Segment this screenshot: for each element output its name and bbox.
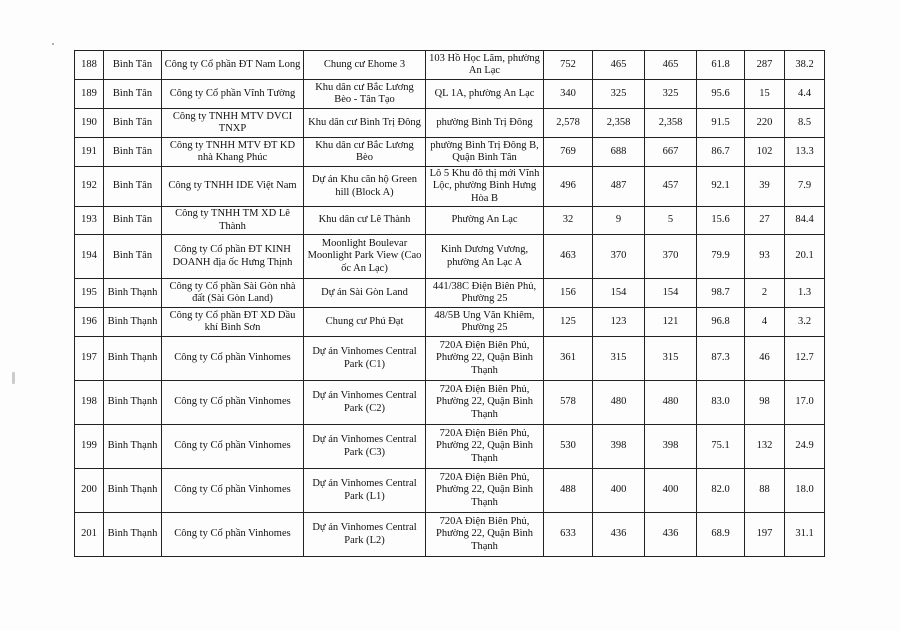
units-total-cell: 32	[544, 207, 593, 235]
district-cell: Bình Tân	[104, 51, 162, 80]
address-cell: phường Bình Trị Đông	[426, 109, 544, 138]
district-cell: Bình Tân	[104, 138, 162, 167]
project-cell: Dự án Vinhomes Central Park (L1)	[304, 469, 426, 513]
percent-done-cell: 92.1	[697, 167, 745, 207]
stt-cell: 189	[75, 80, 104, 109]
units-total-cell: 496	[544, 167, 593, 207]
table-row	[75, 381, 825, 425]
units-sold-cell: 123	[593, 308, 645, 337]
company-cell: Công ty Cổ phần Vinhomes	[162, 381, 304, 425]
units-handed-cell: 667	[645, 138, 697, 167]
units-sold-cell: 325	[593, 80, 645, 109]
units-sold-cell: 398	[593, 425, 645, 469]
units-handed-cell: 457	[645, 167, 697, 207]
project-cell: Khu dân cư Lê Thành	[304, 207, 426, 235]
units-remaining-cell: 132	[745, 425, 785, 469]
project-cell: Khu dân cư Bắc Lương Bèo - Tân Tạo	[304, 80, 426, 109]
company-cell: Công ty TNHH MTV ĐT KD nhà Khang Phúc	[162, 138, 304, 167]
units-sold-cell: 400	[593, 469, 645, 513]
district-cell: Bình Thạnh	[104, 425, 162, 469]
table-row	[75, 109, 825, 138]
percent-remaining-cell: 38.2	[785, 51, 825, 80]
percent-done-cell: 95.6	[697, 80, 745, 109]
percent-done-cell: 86.7	[697, 138, 745, 167]
district-cell: Bình Tân	[104, 80, 162, 109]
units-remaining-cell: 2	[745, 279, 785, 308]
units-sold-cell: 688	[593, 138, 645, 167]
table-row	[75, 167, 825, 207]
project-cell: Chung cư Ehome 3	[304, 51, 426, 80]
units-handed-cell: 398	[645, 425, 697, 469]
units-remaining-cell: 15	[745, 80, 785, 109]
district-cell: Bình Thạnh	[104, 279, 162, 308]
stt-cell: 199	[75, 425, 104, 469]
district-cell: Bình Tân	[104, 207, 162, 235]
project-cell: Dự án Khu căn hộ Green hill (Block A)	[304, 167, 426, 207]
percent-done-cell: 91.5	[697, 109, 745, 138]
units-total-cell: 2,578	[544, 109, 593, 138]
stt-cell: 192	[75, 167, 104, 207]
project-cell: Dự án Vinhomes Central Park (C2)	[304, 381, 426, 425]
stt-cell: 200	[75, 469, 104, 513]
units-sold-cell: 315	[593, 337, 645, 381]
address-cell: 720A Điện Biên Phủ, Phường 22, Quận Bình Thạnh	[426, 513, 544, 557]
units-handed-cell: 400	[645, 469, 697, 513]
project-cell: Moonlight Boulevar Moonlight Park View (Cao ốc An Lạc)	[304, 235, 426, 279]
company-cell: Công ty TNHH MTV DVCI TNXP	[162, 109, 304, 138]
units-sold-cell: 487	[593, 167, 645, 207]
company-cell: Công ty Cổ phần ĐT KINH DOANH địa ốc Hưng Thịnh	[162, 235, 304, 279]
percent-remaining-cell: 17.0	[785, 381, 825, 425]
stt-cell: 197	[75, 337, 104, 381]
percent-done-cell: 82.0	[697, 469, 745, 513]
units-total-cell: 488	[544, 469, 593, 513]
address-cell: 103 Hồ Học Lãm, phường An Lạc	[426, 51, 544, 80]
address-cell: 720A Điện Biên Phủ, Phường 22, Quận Bình Thạnh	[426, 381, 544, 425]
company-cell: Công ty Cổ phần Sài Gòn nhà đất (Sài Gòn Land)	[162, 279, 304, 308]
address-cell: 720A Điện Biên Phủ, Phường 22, Quận Bình Thạnh	[426, 337, 544, 381]
project-cell: Dự án Vinhomes Central Park (C3)	[304, 425, 426, 469]
units-remaining-cell: 98	[745, 381, 785, 425]
table-row	[75, 235, 825, 279]
stt-cell: 194	[75, 235, 104, 279]
stt-cell: 190	[75, 109, 104, 138]
project-cell: Chung cư Phú Đạt	[304, 308, 426, 337]
units-remaining-cell: 46	[745, 337, 785, 381]
address-cell: Lô 5 Khu đô thị mới Vĩnh Lộc, phường Bình Hưng Hòa B	[426, 167, 544, 207]
table-row	[75, 337, 825, 381]
units-total-cell: 463	[544, 235, 593, 279]
stt-cell: 191	[75, 138, 104, 167]
project-cell: Dự án Vinhomes Central Park (L2)	[304, 513, 426, 557]
percent-done-cell: 61.8	[697, 51, 745, 80]
stt-cell: 195	[75, 279, 104, 308]
table-row	[75, 513, 825, 557]
units-total-cell: 156	[544, 279, 593, 308]
percent-remaining-cell: 18.0	[785, 469, 825, 513]
company-cell: Công ty Cổ phần Vinhomes	[162, 337, 304, 381]
percent-remaining-cell: 13.3	[785, 138, 825, 167]
address-cell: 48/5B Ung Văn Khiêm, Phường 25	[426, 308, 544, 337]
company-cell: Công ty Cổ phần ĐT Nam Long	[162, 51, 304, 80]
units-handed-cell: 154	[645, 279, 697, 308]
project-cell: Khu dân cư Bình Trị Đông	[304, 109, 426, 138]
district-cell: Bình Tân	[104, 167, 162, 207]
company-cell: Công ty Cổ phần Vĩnh Tường	[162, 80, 304, 109]
table-row	[75, 51, 825, 80]
units-remaining-cell: 287	[745, 51, 785, 80]
table-row	[75, 308, 825, 337]
units-sold-cell: 465	[593, 51, 645, 80]
percent-done-cell: 79.9	[697, 235, 745, 279]
percent-remaining-cell: 24.9	[785, 425, 825, 469]
stt-cell: 198	[75, 381, 104, 425]
company-cell: Công ty Cổ phần Vinhomes	[162, 425, 304, 469]
table-row	[75, 207, 825, 235]
district-cell: Bình Tân	[104, 235, 162, 279]
district-cell: Bình Thạnh	[104, 513, 162, 557]
project-cell: Dự án Sài Gòn Land	[304, 279, 426, 308]
units-remaining-cell: 27	[745, 207, 785, 235]
address-cell: 720A Điện Biên Phủ, Phường 22, Quận Bình Thạnh	[426, 469, 544, 513]
percent-remaining-cell: 1.3	[785, 279, 825, 308]
district-cell: Bình Thạnh	[104, 337, 162, 381]
table-row	[75, 138, 825, 167]
stt-cell: 188	[75, 51, 104, 80]
units-remaining-cell: 197	[745, 513, 785, 557]
stt-cell: 196	[75, 308, 104, 337]
units-handed-cell: 465	[645, 51, 697, 80]
percent-remaining-cell: 4.4	[785, 80, 825, 109]
percent-remaining-cell: 12.7	[785, 337, 825, 381]
percent-done-cell: 96.8	[697, 308, 745, 337]
address-cell: Kinh Dương Vương, phường An Lạc A	[426, 235, 544, 279]
units-total-cell: 530	[544, 425, 593, 469]
units-handed-cell: 370	[645, 235, 697, 279]
units-total-cell: 633	[544, 513, 593, 557]
units-remaining-cell: 220	[745, 109, 785, 138]
address-cell: phường Bình Trị Đông B, Quận Bình Tân	[426, 138, 544, 167]
units-handed-cell: 325	[645, 80, 697, 109]
percent-remaining-cell: 31.1	[785, 513, 825, 557]
percent-done-cell: 98.7	[697, 279, 745, 308]
units-remaining-cell: 88	[745, 469, 785, 513]
project-cell: Dự án Vinhomes Central Park (C1)	[304, 337, 426, 381]
company-cell: Công ty Cổ phần Vinhomes	[162, 469, 304, 513]
units-total-cell: 125	[544, 308, 593, 337]
units-total-cell: 361	[544, 337, 593, 381]
units-total-cell: 578	[544, 381, 593, 425]
percent-remaining-cell: 8.5	[785, 109, 825, 138]
percent-done-cell: 75.1	[697, 425, 745, 469]
units-sold-cell: 370	[593, 235, 645, 279]
units-remaining-cell: 39	[745, 167, 785, 207]
units-total-cell: 340	[544, 80, 593, 109]
units-sold-cell: 436	[593, 513, 645, 557]
address-cell: QL 1A, phường An Lạc	[426, 80, 544, 109]
table-row	[75, 80, 825, 109]
percent-remaining-cell: 20.1	[785, 235, 825, 279]
percent-done-cell: 15.6	[697, 207, 745, 235]
percent-remaining-cell: 7.9	[785, 167, 825, 207]
district-cell: Bình Thạnh	[104, 381, 162, 425]
units-total-cell: 752	[544, 51, 593, 80]
percent-remaining-cell: 84.4	[785, 207, 825, 235]
units-handed-cell: 315	[645, 337, 697, 381]
district-cell: Bình Thạnh	[104, 469, 162, 513]
address-cell: 441/38C Điện Biên Phủ, Phường 25	[426, 279, 544, 308]
units-sold-cell: 9	[593, 207, 645, 235]
scan-mark	[12, 372, 15, 384]
percent-done-cell: 87.3	[697, 337, 745, 381]
units-sold-cell: 480	[593, 381, 645, 425]
units-handed-cell: 5	[645, 207, 697, 235]
table-body	[75, 51, 825, 557]
district-cell: Bình Thạnh	[104, 308, 162, 337]
units-handed-cell: 480	[645, 381, 697, 425]
district-cell: Bình Tân	[104, 109, 162, 138]
table-row	[75, 469, 825, 513]
housing-project-table	[74, 50, 825, 557]
company-cell: Công ty Cổ phần Vinhomes	[162, 513, 304, 557]
table-row	[75, 425, 825, 469]
table-row	[75, 279, 825, 308]
units-remaining-cell: 4	[745, 308, 785, 337]
units-sold-cell: 154	[593, 279, 645, 308]
company-cell: Công ty TNHH IDE Việt Nam	[162, 167, 304, 207]
company-cell: Công ty Cổ phần ĐT XD Dầu khí Bình Sơn	[162, 308, 304, 337]
scan-speck	[52, 43, 54, 45]
percent-remaining-cell: 3.2	[785, 308, 825, 337]
units-sold-cell: 2,358	[593, 109, 645, 138]
stt-cell: 193	[75, 207, 104, 235]
units-handed-cell: 121	[645, 308, 697, 337]
project-cell: Khu dân cư Bắc Lương Bèo	[304, 138, 426, 167]
units-handed-cell: 436	[645, 513, 697, 557]
address-cell: 720A Điện Biên Phủ, Phường 22, Quận Bình Thạnh	[426, 425, 544, 469]
units-total-cell: 769	[544, 138, 593, 167]
company-cell: Công ty TNHH TM XD Lê Thành	[162, 207, 304, 235]
units-remaining-cell: 93	[745, 235, 785, 279]
percent-done-cell: 83.0	[697, 381, 745, 425]
address-cell: Phường An Lạc	[426, 207, 544, 235]
units-handed-cell: 2,358	[645, 109, 697, 138]
stt-cell: 201	[75, 513, 104, 557]
percent-done-cell: 68.9	[697, 513, 745, 557]
units-remaining-cell: 102	[745, 138, 785, 167]
